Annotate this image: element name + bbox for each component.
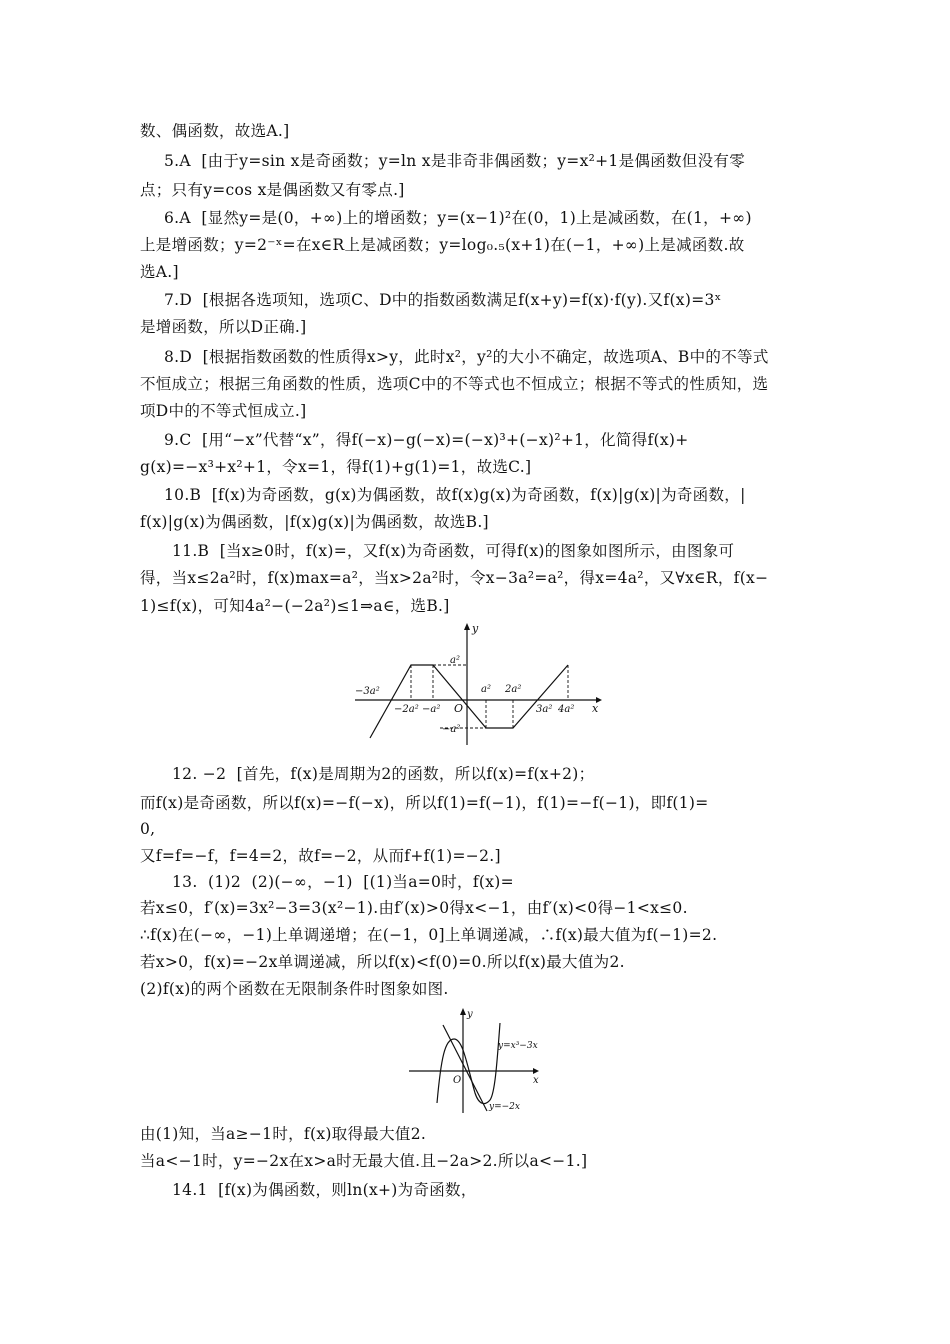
text-line: 10.B [f(x)为奇函数，g(x)为偶函数，故f(x)g(x)为奇函数，f(x)|g(x)|为奇函数，| [164,486,746,504]
text-line: 8.D [根据指数函数的性质得x>y，此时x²，y²的大小不确定，故选项A、B中的不等式 [164,348,769,366]
x-axis-label: x [592,702,599,715]
text-line: ∴f(x)在(−∞，−1)上单调递增；在(−1，0]上单调递减，∴f(x)最大值为f(−1)=2. [140,926,718,944]
cubic-line-graph-figure [405,1003,565,1118]
curve-label: y=x³−3x [498,1041,538,1051]
text-line: 7.D [根据各选项知，选项C、D中的指数函数满足f(x+y)=f(x)·f(y).又f(x)=3ˣ [164,291,722,309]
text-line: 12. −2 [首先，f(x)是周期为2的函数，所以f(x)=f(x+2)； [172,765,595,783]
text-line: 点；只有y=cos x是偶函数又有零点.] [140,181,405,199]
origin-label: O [453,1075,462,1086]
text-line: 得，当x≤2a²时，f(x)max=a²，当x>2a²时，令x−3a²=a²，得x=4a²，又∀x∈R，f(x− [140,569,769,587]
y-axis-label: y [467,1009,473,1020]
text-line: 又f=f=−f，f=4=2，故f=−2，从而f+f(1)=−2.] [140,847,501,865]
text-line: 0, [140,820,156,838]
tick-label: 4a² [558,704,575,715]
text-line: 13. (1)2 (2)(−∞，−1) [(1)当a=0时，f(x)= [172,873,514,891]
text-line: f(x)|g(x)为偶函数，|f(x)g(x)|为偶函数，故选B.] [140,513,489,531]
y-axis-label: y [472,622,479,635]
text-line: 若x≤0，f′(x)=3x²−3=3(x²−1).由f′(x)>0得x<−1，由f′(x)<0得−1<x≤0. [140,899,688,917]
text-line: 由(1)知，当a≥−1时，f(x)取得最大值2. [140,1125,427,1143]
text-line: 1)≤f(x)，可知4a²−(−2a²)≤1⇒a∈，选B.] [140,597,450,615]
line-label: y=−2x [489,1102,520,1112]
text-line: 选A.] [140,263,179,281]
text-line: 9.C [用“−x”代替“x”，得f(−x)−g(−x)=(−x)³+(−x)²+1，化简得f(x)+ [164,431,689,449]
tick-label: 3a² [536,704,553,715]
text-line: 数、偶函数，故选A.] [140,122,290,140]
text-line: 项D中的不等式恒成立.] [140,402,307,420]
tick-label: −a² [442,724,461,735]
x-axis-label: x [533,1075,539,1086]
text-line: 14.1 [f(x)为偶函数，则ln(x+)为奇函数， [172,1181,477,1199]
tick-label: −2a² [394,704,419,715]
piecewise-graph-figure [350,620,610,750]
tick-label: −a² [422,704,441,715]
tick-label: −3a² [355,686,380,697]
text-line: 不恒成立；根据三角函数的性质，选项C中的不等式也不恒成立；根据不等式的性质知，选 [140,375,769,393]
text-line: 5.A [由于y=sin x是奇函数；y=ln x是非奇非偶函数；y=x²+1是偶函数但没有零 [164,152,745,170]
text-line: g(x)=−x³+x²+1，令x=1，得f(1)+g(1)=1，故选C.] [140,458,532,476]
tick-label: 2a² [505,684,522,695]
origin-label: O [454,702,464,715]
text-line: 若x>0，f(x)=−2x单调递减，所以f(x)<f(0)=0.所以f(x)最大值为2. [140,953,625,971]
text-line: 当a<−1时，y=−2x在x>a时无最大值.且−2a>2.所以a<−1.] [140,1152,588,1170]
text-line: 上是增函数；y=2⁻ˣ=在x∈R上是减函数；y=log₀.₅(x+1)在(−1，+∞)上是减函数.故 [140,236,745,254]
tick-label: a² [450,655,460,666]
text-line: 而f(x)是奇函数，所以f(x)=−f(−x)，所以f(1)=f(−1)，f(1)=−f(−1)，即f(1)= [140,794,709,812]
text-line: 6.A [显然y=是(0，+∞)上的增函数；y=(x−1)²在(0，1)上是减函数，在(1，+∞) [164,209,752,227]
text-line: 是增函数，所以D正确.] [140,318,307,336]
text-line: (2)f(x)的两个函数在无限制条件时图象如图. [140,980,449,998]
text-line: 11.B [当x≥0时，f(x)=，又f(x)为奇函数，可得f(x)的图象如图所示，由图象可 [172,542,735,560]
tick-label: a² [481,684,491,695]
